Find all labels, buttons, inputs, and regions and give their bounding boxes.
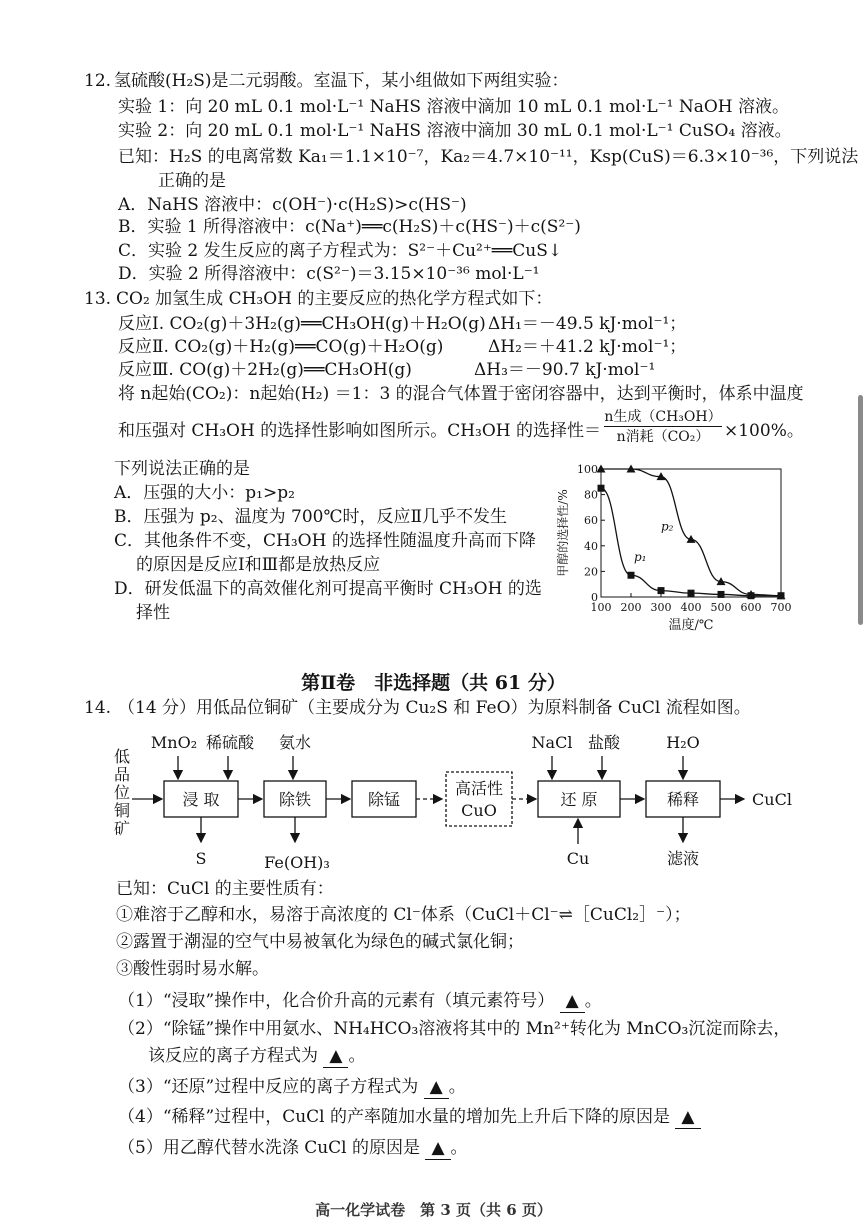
output-filtrate: 滤液 [666,849,700,868]
x-axis-label: 温度/℃ [668,618,714,633]
selectivity-chart [555,455,795,640]
q13-option-b: B．压强为 p₂、温度为 700℃时，反应Ⅱ几乎不发生 [114,507,508,527]
q12-known: 已知：H₂S 的电离常数 Ka₁＝1.1×10⁻⁷，Ka₂＝4.7×10⁻¹¹，Ksp(CuS)＝6.3×10⁻³⁶，下列说法 [118,147,859,167]
answer-blank-4[interactable]: ▲ [675,1106,700,1129]
y-tick-label: 20 [584,565,598,579]
box-remove-manganese-label: 除锰 [367,790,401,809]
box-reduce-label: 还 原 [560,790,598,809]
q14-sub-1-text: （1）“浸取”操作中，化合价升高的元素有（填元素符号） [118,991,555,1011]
q13-ask: 下列说法正确的是 [114,459,250,479]
scrollbar[interactable] [858,395,863,625]
q13-option-c-cont: 的原因是反应Ⅰ和Ⅲ都是放热反应 [136,555,381,575]
answer-blank-1[interactable]: ▲ [560,990,585,1013]
box-cuo-label-2: CuO [461,801,497,820]
p1-point [688,590,695,597]
input-cu: Cu [566,849,590,868]
fraction-numerator: n生成（CH₃OH） [604,409,722,425]
q12-number: 12. [84,71,112,91]
q14-number: 14. [84,698,112,718]
q14-sub-5 [118,1137,468,1160]
q12-exp1: 实验 1：向 20 mL 0.1 mol·L⁻¹ NaHS 溶液中滴加 10 mL 0.1 mol·L⁻¹ NaOH 溶液。 [118,97,790,117]
x-tick-label: 700 [770,601,792,614]
page-footer: 高一化学试卷 第 3 页（共 6 页） [315,1201,552,1219]
q14-sub-5-text: （5）用乙醇代替水洗涤 CuCl 的原因是 [118,1138,421,1158]
q12-option-b: B．实验 1 所得溶液中：c(Na⁺)══c(H₂S)＋c(HS⁻)＋c(S²⁻) [118,217,581,237]
x-tick-label: 200 [620,601,642,614]
box-remove-iron-label: 除铁 [278,790,312,809]
q12-exp2: 实验 2：向 20 mL 0.1 mol·L⁻¹ NaHS 溶液中滴加 30 mL 0.1 mol·L⁻¹ CuSO₄ 溶液。 [118,121,792,141]
q12-known-cont: 正确的是 [158,171,226,191]
product-cucl: CuCl [752,790,792,809]
y-tick-label: 60 [584,514,598,528]
y-tick-label: 100 [577,463,598,476]
process-flow-diagram [110,726,810,878]
box-leach-label: 浸 取 [182,790,220,809]
q14-property-3: ③酸性弱时易水解。 [116,959,269,979]
q12-stem: 氢硫酸(H₂S)是二元弱酸。室温下，某小组做如下两组实验： [114,71,569,91]
q13-reaction-1: 反应Ⅰ. CO₂(g)＋3H₂(g)══CH₃OH(g)＋H₂O(g) [118,314,486,334]
q13-selectivity-tail: ×100%。 [724,421,804,441]
y-tick-label: 0 [591,591,598,604]
q14-sub-2: （2）“除锰”操作中用氨水、NH₄HCO₃溶液将其中的 Mn²⁺转化为 MnCO₃沉淀而除去， [118,1019,791,1039]
answer-blank-2[interactable]: ▲ [323,1045,348,1068]
input-sulfuric-acid: 稀硫酸 [205,733,255,752]
fraction-denominator: n消耗（CO₂） [616,429,710,445]
q14-sub-2-text: 该反应的离子方程式为 [148,1046,318,1066]
q13-option-c: C．其他条件不变，CH₃OH 的选择性随温度升高而下降 [114,531,536,551]
q14-property-1: ①难溶于乙醇和水，易溶于高浓度的 Cl⁻体系（CuCl＋Cl⁻⇌［CuCl₂］⁻）； [116,905,691,925]
q13-selectivity-line: 和压强对 CH₃OH 的选择性影响如图所示。CH₃OH 的选择性＝ [118,421,602,441]
flow-raw-4: 铜 [113,801,131,820]
q12-option-d: D．实验 2 所得溶液中：c(S²⁻)＝3.15×10⁻³⁶ mol·L⁻¹ [118,264,540,284]
x-tick-label: 600 [740,601,762,614]
q13-reaction-3: 反应Ⅲ. CO(g)＋2H₂(g)══CH₃OH(g) [118,360,412,380]
q13-option-a: A．压强的大小：p₁>p₂ [114,483,295,503]
flow-raw-5: 矿 [113,819,131,838]
q14-known: 已知：CuCl 的主要性质有： [116,879,334,899]
y-tick-label: 80 [584,488,598,502]
q13-number: 13. [84,289,112,309]
period: 。 [348,1046,366,1066]
x-tick-label: 100 [590,601,612,614]
input-water: H₂O [666,733,700,752]
p1-point [658,587,665,594]
q14-sub-4-text: （4）“稀释”过程中，CuCl 的产率随加水量的增加先上升后下降的原因是 [118,1107,671,1127]
q13-ratio-line: 将 n起始(CO₂)：n起始(H₂) ＝1：3 的混合气体置于密闭容器中，达到平衡时，体系中温度 [118,384,804,404]
y-tick-label: 40 [584,539,598,553]
period: 。 [584,991,602,1011]
section-2-title: 第Ⅱ卷 非选择题（共 61 分） [301,672,566,694]
q14-sub-3-text: （3）“还原”过程中反应的离子方程式为 [118,1077,419,1097]
x-tick-label: 300 [650,601,672,614]
output-feoh3: Fe(OH)₃ [264,853,330,872]
series-label-p2: p₂ [661,519,674,534]
box-dilute-label: 稀释 [666,790,700,809]
q14-stem: （14 分）用低品位铜矿（主要成分为 Cu₂S 和 FeO）为原料制备 CuCl 流程如图。 [118,698,751,718]
flow-raw-3: 位 [113,783,131,802]
period: 。 [448,1077,466,1097]
flow-raw-1: 低 [113,747,131,766]
q14-property-2: ②露置于潮湿的空气中易被氧化为绿色的碱式氯化铜； [116,932,524,952]
q13-reaction-3-dh: ΔH₃＝－90.7 kJ·mol⁻¹ [474,360,656,380]
q14-sub-4 [118,1106,701,1129]
input-ammonia: 氨水 [278,733,312,752]
answer-blank-3[interactable]: ▲ [424,1076,449,1099]
q14-sub-2-cont [148,1045,365,1068]
q13-reaction-2-dh: ΔH₂＝＋41.2 kJ·mol⁻¹； [488,337,687,357]
q13-stem: CO₂ 加氢生成 CH₃OH 的主要反应的热化学方程式如下： [116,289,553,309]
q13-reaction-1-dh: ΔH₁＝－49.5 kJ·mol⁻¹； [488,314,687,334]
x-tick-label: 500 [710,601,732,614]
q14-sub-3 [118,1076,466,1099]
p1-point [598,485,605,492]
p1-point [628,572,635,579]
flow-raw-2: 品 [113,765,131,784]
input-mno2: MnO₂ [150,733,198,752]
answer-blank-5[interactable]: ▲ [425,1137,450,1160]
p1-point [718,591,725,598]
q13-reaction-2: 反应Ⅱ. CO₂(g)＋H₂(g)══CO(g)＋H₂O(g) [118,337,444,357]
q13-option-d-cont: 择性 [136,603,170,623]
period: 。 [450,1138,468,1158]
box-cuo-label-1: 高活性 [454,779,504,798]
y-axis-label: 甲醇的选择性/% [556,489,570,577]
x-tick-label: 400 [680,601,702,614]
series-label-p1: p₁ [634,550,647,565]
q12-option-a: A．NaHS 溶液中：c(OH⁻)·c(H₂S)>c(HS⁻) [118,195,467,215]
q12-option-c: C．实验 2 发生反应的离子方程式为：S²⁻＋Cu²⁺══CuS↓ [118,241,563,261]
input-nacl: NaCl [531,733,573,752]
output-s: S [195,849,207,868]
q13-option-d: D．研发低温下的高效催化剂可提高平衡时 CH₃OH 的选 [114,579,542,599]
input-hcl: 盐酸 [587,733,621,752]
q14-sub-1 [118,990,602,1013]
